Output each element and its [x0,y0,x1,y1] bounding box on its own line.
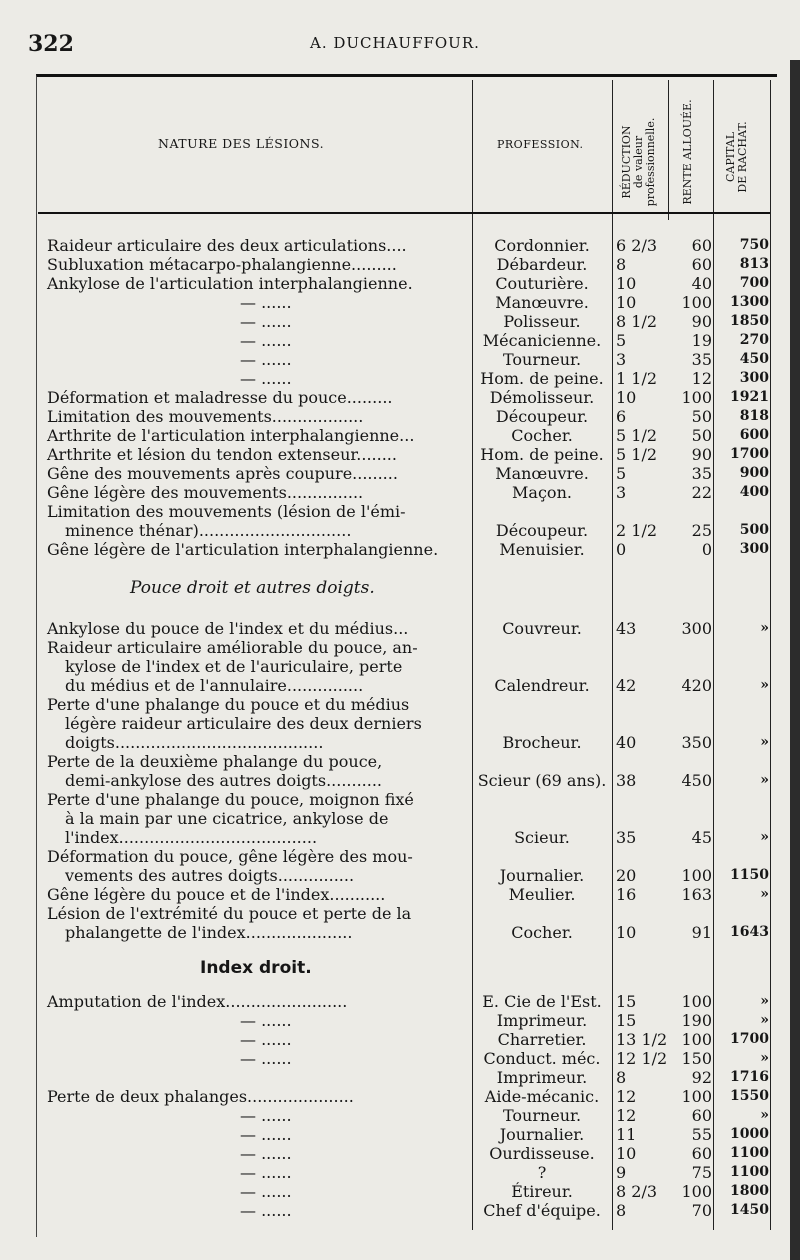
cell-lesion: Déformation et maladresse du pouce......... [47,388,393,407]
cell-capital: 813 [739,256,769,272]
cell-capital: » [760,1050,769,1066]
cell-rente: 60 [691,1144,712,1163]
table-row [0,866,800,885]
cell-capital: » [760,1012,769,1028]
cell-rente: 190 [681,1011,712,1030]
cell-rente: 25 [691,521,712,540]
table-row [0,1163,800,1182]
table-row [0,540,800,559]
cell-capital: » [760,772,769,788]
cell-reduction: 8 2/3 [616,1182,658,1201]
cell-lesion: — ...... [240,369,292,388]
cell-lesion: Raideur articulaire des deux articulations.... [47,236,407,255]
cell-reduction: 11 [616,1125,637,1144]
cell-reduction: 6 2/3 [616,236,658,255]
table-row [0,790,800,809]
cell-profession: Imprimeur. [496,1011,588,1030]
cell-capital: » [760,993,769,1009]
table-row [0,483,800,502]
cell-profession: Couturière. [495,274,589,293]
cell-profession: Découpeur. [495,407,589,426]
table-row [0,1049,800,1068]
cell-reduction: 8 [616,1201,627,1220]
cell-reduction: 5 [616,464,627,483]
table-row [0,1125,800,1144]
header-reduction: RÉDUCTION de valeur professionnelle. [620,117,657,207]
cell-reduction: 12 1/2 [616,1049,668,1068]
cell-profession: Cocher. [511,426,573,445]
cell-capital: 300 [739,541,769,557]
cell-lesion: — ...... [240,1011,292,1030]
cell-reduction: 10 [616,923,637,942]
header-profession: PROFESSION. [497,138,584,151]
table-row [0,733,800,752]
cell-capital: 1643 [730,924,769,940]
cell-reduction: 38 [616,771,637,790]
cell-lesion: Gêne légère du pouce et de l'index........... [47,885,386,904]
cell-rente: 300 [681,619,712,638]
table-row [0,904,800,923]
cell-lesion: Lésion de l'extrémité du pouce et perte de la [47,904,412,923]
cell-rente: 100 [681,1087,712,1106]
cell-capital: » [760,1107,769,1123]
cell-rente: 35 [691,464,712,483]
cell-reduction: 20 [616,866,637,885]
header-rente: RENTE ALLOUÉE. [681,99,694,205]
table-row [0,1182,800,1201]
cell-reduction: 3 [616,483,627,502]
table-row [0,255,800,274]
cell-lesion: Perte de la deuxième phalange du pouce, [47,752,383,771]
cell-reduction: 42 [616,676,637,695]
cell-rente: 100 [681,388,712,407]
table-row [0,1144,800,1163]
cell-capital: 600 [739,427,769,443]
cell-profession: Charretier. [497,1030,587,1049]
cell-capital: 1921 [730,389,769,405]
cell-lesion: — ...... [240,1163,292,1182]
cell-capital: » [760,620,769,636]
table-row [0,885,800,904]
cell-rente: 420 [681,676,712,695]
cell-lesion: Arthrite de l'articulation interphalangienne... [47,426,415,445]
cell-reduction: 3 [616,350,627,369]
cell-rente: 60 [691,236,712,255]
cell-rente: 100 [681,866,712,885]
cell-reduction: 13 1/2 [616,1030,668,1049]
cell-profession: Débardeur. [496,255,588,274]
cell-reduction: 9 [616,1163,627,1182]
cell-rente: 100 [681,1182,712,1201]
cell-profession: Journalier. [499,866,585,885]
cell-profession: Aide-mécanic. [484,1087,600,1106]
cell-rente: 40 [691,274,712,293]
cell-rente: 450 [681,771,712,790]
cell-reduction: 16 [616,885,637,904]
cell-capital: 818 [739,408,769,424]
cell-lesion: — ...... [240,1182,292,1201]
cell-rente: 90 [691,312,712,331]
cell-reduction: 6 [616,407,627,426]
cell-capital: 1850 [730,313,769,329]
cell-lesion: à la main par une cicatrice, ankylose de [65,809,389,828]
cell-profession: Meulier. [508,885,576,904]
cell-profession: Hom. de peine. [480,445,604,464]
cell-reduction: 10 [616,388,637,407]
cell-reduction: 43 [616,619,637,638]
cell-reduction: 12 [616,1106,637,1125]
table-row [0,752,800,771]
table-row [0,1106,800,1125]
page-number: 322 [28,31,74,57]
cell-lesion: — ...... [240,1125,292,1144]
cell-reduction: 8 [616,1068,627,1087]
cell-reduction: 5 1/2 [616,426,658,445]
table-row [0,847,800,866]
table-row [0,657,800,676]
cell-capital: 1100 [730,1145,769,1161]
cell-capital: 1700 [730,1031,769,1047]
table-row [0,236,800,255]
cell-rente: 100 [681,992,712,1011]
cell-capital: 1800 [730,1183,769,1199]
cell-lesion: vements des autres doigts............... [65,866,355,885]
table-row [0,828,800,847]
cell-lesion: Limitation des mouvements.................. [47,407,364,426]
cell-profession: Scieur (69 ans). [477,771,607,790]
table-row [0,619,800,638]
cell-rente: 91 [691,923,712,942]
cell-profession: Calendreur. [494,676,590,695]
table-row [0,350,800,369]
cell-profession: E. Cie de l'Est. [482,992,602,1011]
cell-rente: 35 [691,350,712,369]
table-row [0,426,800,445]
cell-lesion: Gêne des mouvements après coupure......... [47,464,398,483]
cell-capital: 750 [739,237,769,253]
cell-lesion: — ...... [240,293,292,312]
cell-capital: 300 [739,370,769,386]
cell-profession: ? [537,1163,547,1182]
cell-lesion: Ankylose du pouce de l'index et du médius... [47,619,409,638]
cell-capital: 1100 [730,1164,769,1180]
cell-lesion: Déformation du pouce, gêne légère des mou- [47,847,413,866]
cell-lesion: Amputation de l'index........................ [47,992,348,1011]
cell-profession: Brocheur. [502,733,582,752]
cell-profession: Hom. de peine. [480,369,604,388]
cell-lesion: — ...... [240,1201,292,1220]
cell-lesion: — ...... [240,331,292,350]
cell-rente: 22 [691,483,712,502]
header-capital: CAPITAL DE RACHAT. [724,121,749,193]
cell-profession: Polisseur. [503,312,581,331]
cell-lesion: légère raideur articulaire des deux derniers [65,714,422,733]
cell-rente: 60 [691,1106,712,1125]
cell-lesion: Ankylose de l'articulation interphalangienne. [47,274,413,293]
cell-capital: 1300 [730,294,769,310]
table-row [0,369,800,388]
cell-lesion: Perte de deux phalanges..................... [47,1087,354,1106]
cell-profession: Manœuvre. [495,464,589,483]
cell-profession: Cocher. [511,923,573,942]
table-row [0,695,800,714]
table-row [0,521,800,540]
cell-lesion: Gêne légère de l'articulation interphalangienne. [47,540,439,559]
cell-rente: 50 [691,407,712,426]
cell-lesion: doigts......................................... [65,733,324,752]
table-row [0,274,800,293]
cell-lesion: Raideur articulaire améliorable du pouce, an- [47,638,418,657]
table-row [0,992,800,1011]
cell-reduction: 15 [616,1011,637,1030]
cell-capital: 1550 [730,1088,769,1104]
cell-lesion: — ...... [240,1049,292,1068]
cell-profession: Tourneur. [502,350,582,369]
table-row [0,331,800,350]
cell-lesion: Limitation des mouvements (lésion de l'émi- [47,502,406,521]
cell-lesion: Subluxation métacarpo-phalangienne......... [47,255,397,274]
cell-reduction: 5 [616,331,627,350]
cell-profession: Menuisier. [499,540,585,559]
table-row [0,1201,800,1220]
header-nature: NATURE DES LÉSIONS. [158,136,325,151]
table-row [0,293,800,312]
cell-rente: 50 [691,426,712,445]
cell-reduction: 35 [616,828,637,847]
cell-reduction: 0 [616,540,627,559]
running-head: A. DUCHAUFFOUR. [310,34,480,52]
cell-profession: Ourdisseuse. [489,1144,595,1163]
cell-reduction: 10 [616,1144,637,1163]
cell-lesion: Arthrite et lésion du tendon extenseur........ [47,445,397,464]
section-title-index: Index droit. [200,958,312,978]
cell-lesion: — ...... [240,1030,292,1049]
cell-profession: Scieur. [514,828,570,847]
cell-profession: Cordonnier. [494,236,590,255]
table-row [0,502,800,521]
cell-reduction: 8 1/2 [616,312,658,331]
cell-lesion: du médius et de l'annulaire............... [65,676,364,695]
cell-profession: Couvreur. [502,619,582,638]
cell-rente: 45 [691,828,712,847]
cell-reduction: 5 1/2 [616,445,658,464]
cell-capital: » [760,677,769,693]
cell-reduction: 15 [616,992,637,1011]
cell-profession: Maçon. [512,483,572,502]
table-row [0,1011,800,1030]
cell-lesion: — ...... [240,350,292,369]
cell-profession: Journalier. [499,1125,585,1144]
cell-lesion: Perte d'une phalange du pouce et du médius [47,695,410,714]
cell-lesion: — ...... [240,1144,292,1163]
cell-rente: 0 [701,540,712,559]
cell-rente: 150 [681,1049,712,1068]
cell-profession: Mécanicienne. [482,331,602,350]
table-row [0,638,800,657]
cell-reduction: 2 1/2 [616,521,658,540]
cell-reduction: 10 [616,274,637,293]
table-row [0,388,800,407]
cell-capital: » [760,886,769,902]
cell-profession: Imprimeur. [496,1068,588,1087]
cell-profession: Tourneur. [502,1106,582,1125]
col-divider-rente-head [668,80,669,220]
cell-rente: 90 [691,445,712,464]
table-row [0,1087,800,1106]
cell-reduction: 10 [616,293,637,312]
cell-profession: Découpeur. [495,521,589,540]
cell-rente: 100 [681,1030,712,1049]
cell-lesion: minence thénar).............................. [65,521,352,540]
cell-rente: 12 [691,369,712,388]
cell-capital: 450 [739,351,769,367]
cell-reduction: 12 [616,1087,637,1106]
cell-capital: 1000 [730,1126,769,1142]
cell-reduction: 1 1/2 [616,369,658,388]
cell-capital: 1716 [730,1069,769,1085]
table-row [0,923,800,942]
table-row [0,809,800,828]
table-row [0,676,800,695]
cell-capital: » [760,829,769,845]
cell-lesion: kylose de l'index et de l'auriculaire, perte [65,657,403,676]
cell-rente: 55 [691,1125,712,1144]
table-row [0,771,800,790]
cell-profession: Étireur. [511,1182,573,1201]
cell-reduction: 8 [616,255,627,274]
table-row [0,464,800,483]
cell-lesion: — ...... [240,1106,292,1125]
cell-lesion: Gêne légère des mouvements............... [47,483,364,502]
cell-rente: 163 [681,885,712,904]
cell-capital: 1700 [730,446,769,462]
cell-profession: Manœuvre. [495,293,589,312]
section-title-pouce: Pouce droit et autres doigts. [130,578,375,598]
cell-rente: 100 [681,293,712,312]
table-row [0,407,800,426]
cell-lesion: Perte d'une phalange du pouce, moignon fixé [47,790,414,809]
cell-lesion: phalangette de l'index..................... [65,923,353,942]
cell-rente: 70 [691,1201,712,1220]
cell-rente: 60 [691,255,712,274]
cell-profession: Chef d'équipe. [483,1201,601,1220]
cell-capital: 500 [739,522,769,538]
cell-rente: 350 [681,733,712,752]
cell-profession: Conduct. méc. [483,1049,601,1068]
table-row [0,312,800,331]
cell-rente: 19 [691,331,712,350]
table-row [0,1030,800,1049]
cell-capital: 1150 [730,867,769,883]
cell-capital: 270 [739,332,769,348]
cell-capital: 700 [739,275,769,291]
cell-rente: 75 [691,1163,712,1182]
cell-lesion: l'index....................................... [65,828,318,847]
cell-capital: » [760,734,769,750]
cell-reduction: 40 [616,733,637,752]
cell-capital: 900 [739,465,769,481]
cell-capital: 1450 [730,1202,769,1218]
table-row [0,1068,800,1087]
cell-lesion: demi-ankylose des autres doigts........... [65,771,383,790]
table-row [0,445,800,464]
cell-profession: Démolisseur. [489,388,595,407]
cell-rente: 92 [691,1068,712,1087]
table-row [0,714,800,733]
cell-lesion: — ...... [240,312,292,331]
cell-capital: 400 [739,484,769,500]
